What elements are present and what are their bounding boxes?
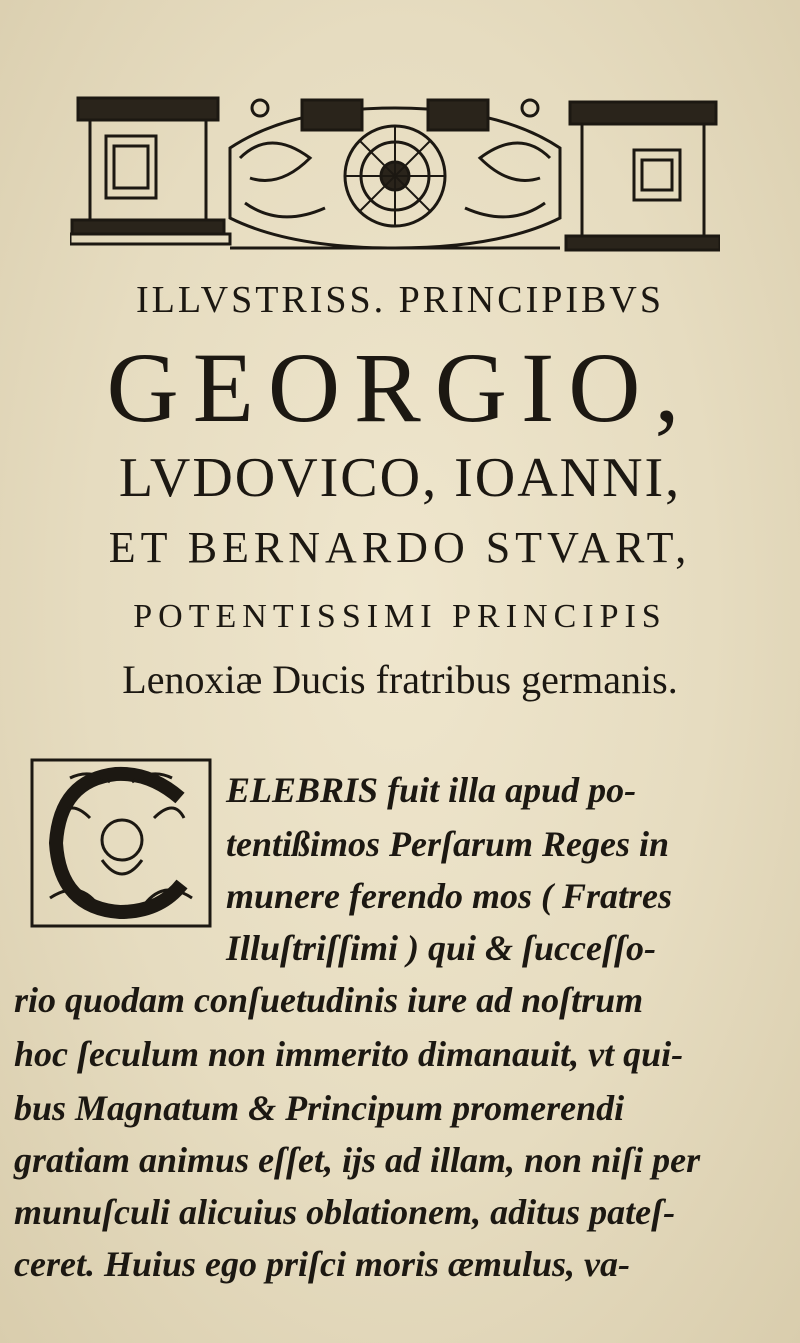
- title-line-lenoxiae: Lenoxiæ Ducis fratribus germanis.: [122, 657, 678, 702]
- body-line: bus Magnatum & Principum promerendi: [14, 1088, 625, 1128]
- body-line: ceret. Huius ego priſci moris æmulus, va-: [14, 1244, 631, 1284]
- title-line-dedicatees: ILLVSTRISS. PRINCIPIBVS: [136, 279, 664, 321]
- title-line-potentissimi: POTENTISSIMI PRINCIPIS: [133, 598, 667, 635]
- body-line: munere ferendo mos ( Fratres: [226, 876, 673, 916]
- title-line-georgio: GEORGIO,: [106, 332, 694, 443]
- title-line-bernardo: ET BERNARDO STVART,: [108, 523, 692, 572]
- body-line: ELEBRIS fuit illa apud po-: [226, 770, 637, 810]
- decorated-initial-c: [30, 758, 212, 928]
- body-line: munuſculi alicuius oblationem, aditus pateſ-: [14, 1192, 676, 1232]
- body-line: rio quodam conſuetudinis iure ad noſtrum: [14, 980, 644, 1020]
- body-line: Illuſtriſſimi ) qui & ſucceſſo-: [226, 928, 656, 968]
- headpiece-ornament: [70, 88, 720, 263]
- body-line: tentißimos Perſarum Reges in: [226, 824, 670, 864]
- body-line: gratiam animus eſſet, ijs ad illam, non niſi per: [14, 1140, 701, 1180]
- body-line: hoc ſeculum non immerito dimanauit, vt qui-: [14, 1034, 684, 1074]
- title-line-ludovico: LVDOVICO, IOANNI,: [118, 447, 682, 509]
